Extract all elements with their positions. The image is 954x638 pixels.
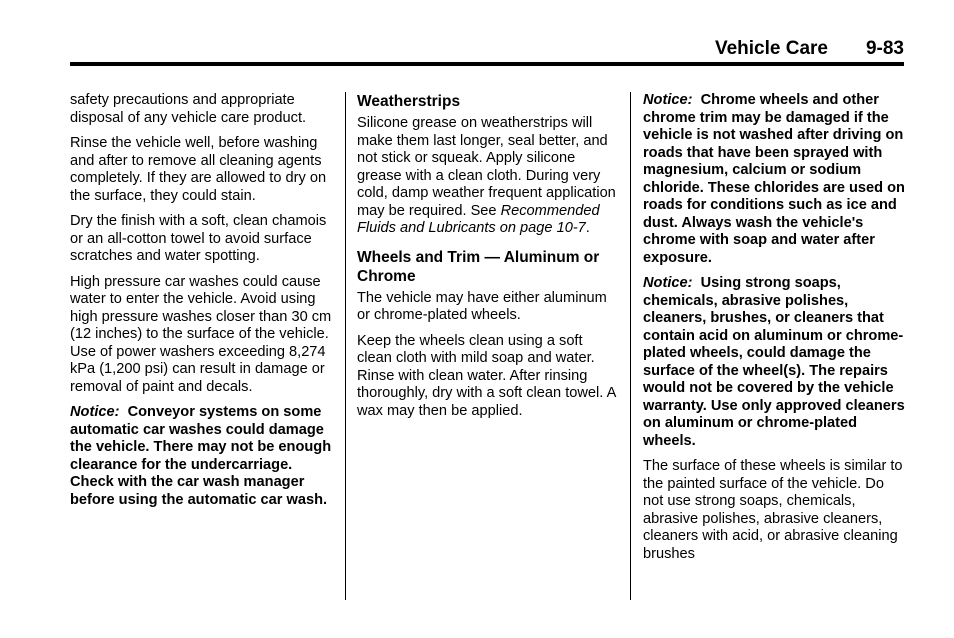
header-rule	[70, 62, 904, 66]
paragraph: Keep the wheels clean using a soft clean cloth with mild soap and water. Rinse with clean water. After rinsing thoroughly, dry with a soft clean towel. A wax may then be applied.	[357, 332, 616, 419]
page-header	[70, 38, 904, 64]
paragraph	[357, 115, 619, 238]
paragraph: safety precautions and appropriate disposal of any vehicle care product.	[70, 92, 307, 126]
paragraph-text: Silicone grease on weatherstrips will make them last longer, seal better, and not stick or squeak. Apply silicone grease with a clean cloth. During very cold, damp weather frequent application may be required. See	[357, 115, 616, 219]
notice-label: Notice:	[643, 92, 693, 108]
notice	[643, 275, 908, 450]
notice-text: Chrome wheels and other chrome trim may be damaged if the vehicle is not washed after driving on roads that have been sprayed with magnesium, calcium or sodium chloride. These chlorides are used on roads for conditions such as ice and dust. Always wash the vehicle's chrome with soap and water after exposure.	[643, 92, 905, 266]
heading-weatherstrips: Weatherstrips	[357, 93, 461, 110]
notice	[70, 404, 338, 509]
column-divider	[345, 92, 346, 600]
column-right	[643, 92, 908, 571]
notice	[643, 92, 908, 267]
cross-reference: Recommended Fluids and Lubricants on page 10-7	[357, 202, 600, 236]
heading-wheels-trim: Wheels and Trim — Aluminum or Chrome	[357, 248, 600, 285]
page-number: 9-83	[865, 38, 904, 59]
paragraph-end: .	[585, 220, 590, 236]
notice-label: Notice:	[70, 404, 120, 420]
column-middle	[357, 92, 619, 428]
notice-label: Notice:	[643, 275, 693, 291]
section-title: Vehicle Care	[714, 38, 828, 59]
paragraph: The surface of these wheels is similar to the painted surface of the vehicle. Do not use strong soaps, chemicals, abrasive polishes, abrasive cleaners, cleaners with acid, or abrasive cleaning brushes	[643, 458, 903, 562]
notice-text: Conveyor systems on some automatic car washes could damage the vehicle. There may not be enough clearance for the undercarriage. Check with the car wash manager before using the automatic car wash.	[70, 404, 332, 508]
column-left	[70, 92, 338, 517]
paragraph: High pressure car washes could cause water to enter the vehicle. Avoid using high pressure washes closer than 30 cm (12 inches) to the surface of the vehicle. Use of power washers exceeding 8,274 kPa (1,200 psi) can result in damage or removal of paint and decals.	[70, 273, 332, 395]
paragraph: Rinse the vehicle well, before washing and after to remove all cleaning agents completely. If they are allowed to dry on the surface, they could stain.	[70, 135, 327, 204]
paragraph: The vehicle may have either aluminum or chrome-plated wheels.	[357, 289, 607, 323]
column-divider	[630, 92, 631, 600]
paragraph: Dry the finish with a soft, clean chamois or an all-cotton towel to avoid surface scratches and water spotting.	[70, 213, 327, 264]
notice-text: Using strong soaps, chemicals, abrasive polishes, cleaners, brushes, or cleaners that contain acid on aluminum or chrome-plated wheels, could damage the surface of the wheel(s). The repairs would not be covered by the vehicle warranty. Use only approved cleaners on aluminum or chrome-plated wheels.	[643, 275, 905, 449]
